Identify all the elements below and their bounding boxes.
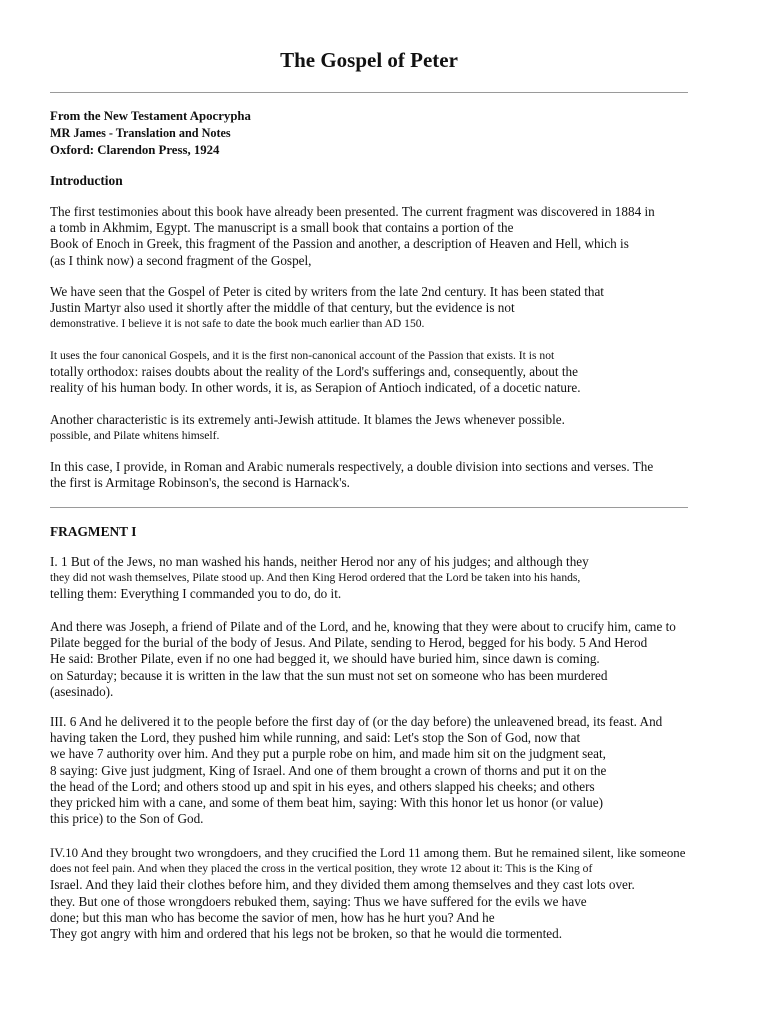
- text-line: possible, and Pilate whitens himself.: [50, 429, 220, 443]
- fragment-section-3: [50, 714, 662, 827]
- text-line: the first is Armitage Robinson's, the second is Harnack's.: [50, 475, 350, 491]
- text-line: (as I think now) a second fragment of the Gospel,: [50, 252, 312, 268]
- introduction-heading: Introduction: [50, 173, 123, 188]
- text-line: He said: Brother Pilate, even if no one had begged it, we should have buried him, since dawn is coming.: [50, 651, 600, 667]
- source-citation: [50, 108, 251, 159]
- text-line: they pricked him with a cane, and some of them beat him, saying: With this honor let us honor (or value): [50, 795, 603, 811]
- source-line-translator: MR James - Translation and Notes: [50, 126, 231, 140]
- text-line: And there was Joseph, a friend of Pilate and of the Lord, and he, knowing that they were about to crucify him, came to: [50, 619, 676, 634]
- intro-paragraph-2: [50, 284, 604, 333]
- text-line: a tomb in Akhmim, Egypt. The manuscript is a small book that contains a portion of the: [50, 220, 514, 236]
- divider-section: [50, 507, 688, 508]
- text-line: We have seen that the Gospel of Peter is cited by writers from the late 2nd century. It has been stated that: [50, 284, 604, 299]
- fragment-section-4: [50, 845, 685, 942]
- intro-paragraph-5: [50, 459, 653, 491]
- source-line-publisher: Oxford: Clarendon Press, 1924: [50, 143, 220, 157]
- text-line: (asesinado).: [50, 683, 114, 699]
- text-line: IV.10 And they brought two wrongdoers, and they crucified the Lord 11 among them. But he remained silent, like someone: [50, 846, 686, 860]
- text-line: they did not wash themselves, Pilate stood up. And then King Herod ordered that the Lord be taken into his hands,: [50, 571, 581, 585]
- page-title: The Gospel of Peter: [280, 48, 458, 72]
- text-line: Pilate begged for the burial of the body of Jesus. And Pilate, sending to Herod, begged for his body. 5 And Herod: [50, 635, 648, 651]
- text-line: totally orthodox: raises doubts about the reality of the Lord's sufferings and, consequently, about the: [50, 364, 578, 380]
- text-line: Israel. And they laid their clothes before him, and they divided them among themselves and they cast lots over.: [50, 877, 635, 893]
- divider-top: [50, 92, 688, 93]
- text-line: I. 1 But of the Jews, no man washed his hands, neither Herod nor any of his judges; and although they: [50, 554, 589, 569]
- intro-paragraph-3: [50, 348, 581, 397]
- text-line: Another characteristic is its extremely anti-Jewish attitude. It blames the Jews whenever possible.: [50, 412, 565, 427]
- text-line: this price) to the Son of God.: [50, 811, 204, 827]
- text-line: reality of his human body. In other words, it is, as Serapion of Antioch indicated, of a docetic nature.: [50, 380, 581, 396]
- text-line: III. 6 And he delivered it to the people before the first day of (or the day before) the unleavened bread, its feast. And: [50, 714, 663, 729]
- intro-paragraph-1: [50, 204, 655, 269]
- text-line: They got angry with him and ordered that his legs not be broken, so that he would die tormented.: [50, 926, 563, 942]
- text-line: In this case, I provide, in Roman and Arabic numerals respectively, a double division into sections and verses. The: [50, 459, 654, 474]
- intro-paragraph-4: [50, 412, 565, 444]
- text-line: we have 7 authority over him. And they put a purple robe on him, and made him sit on the judgment seat,: [50, 746, 606, 762]
- text-line: Book of Enoch in Greek, this fragment of the Passion and another, a description of Heaven and Hell, which is: [50, 236, 629, 252]
- text-line: demonstrative. I believe it is not safe to date the book much earlier than AD 150.: [50, 317, 425, 331]
- text-line: Justin Martyr also used it shortly after the middle of that century, but the evidence is not: [50, 300, 515, 316]
- text-line: telling them: Everything I commanded you to do, do it.: [50, 586, 342, 602]
- text-line: done; but this man who has become the savior of men, how has he hurt you? And he: [50, 909, 495, 925]
- fragment-heading: FRAGMENT I: [50, 524, 137, 539]
- text-line: It uses the four canonical Gospels, and it is the first non-canonical account of the Passion that exists. It is not: [50, 349, 555, 362]
- text-line: 8 saying: Give just judgment, King of Israel. And one of them brought a crown of thorns and put it on the: [50, 762, 607, 778]
- text-line: the head of the Lord; and others stood up and spit in his eyes, and others slapped his cheeks; and others: [50, 778, 595, 794]
- fragment-section-1: [50, 554, 589, 603]
- fragment-section-2: [50, 619, 676, 700]
- source-line-collection: From the New Testament Apocrypha: [50, 109, 251, 123]
- text-line: does not feel pain. And when they placed the cross in the vertical position, they wrote 12 about it: This is the King of: [50, 862, 593, 876]
- text-line: they. But one of those wrongdoers rebuked them, saying: Thus we have suffered for the evils we have: [50, 893, 587, 909]
- text-line: having taken the Lord, they pushed him while running, and said: Let's stop the Son of God, now that: [50, 730, 581, 746]
- text-line: The first testimonies about this book have already been presented. The current fragment was discovered in 1884 in: [50, 204, 655, 219]
- text-line: on Saturday; because it is written in the law that the sun must not set on someone who has been murdered: [50, 667, 608, 683]
